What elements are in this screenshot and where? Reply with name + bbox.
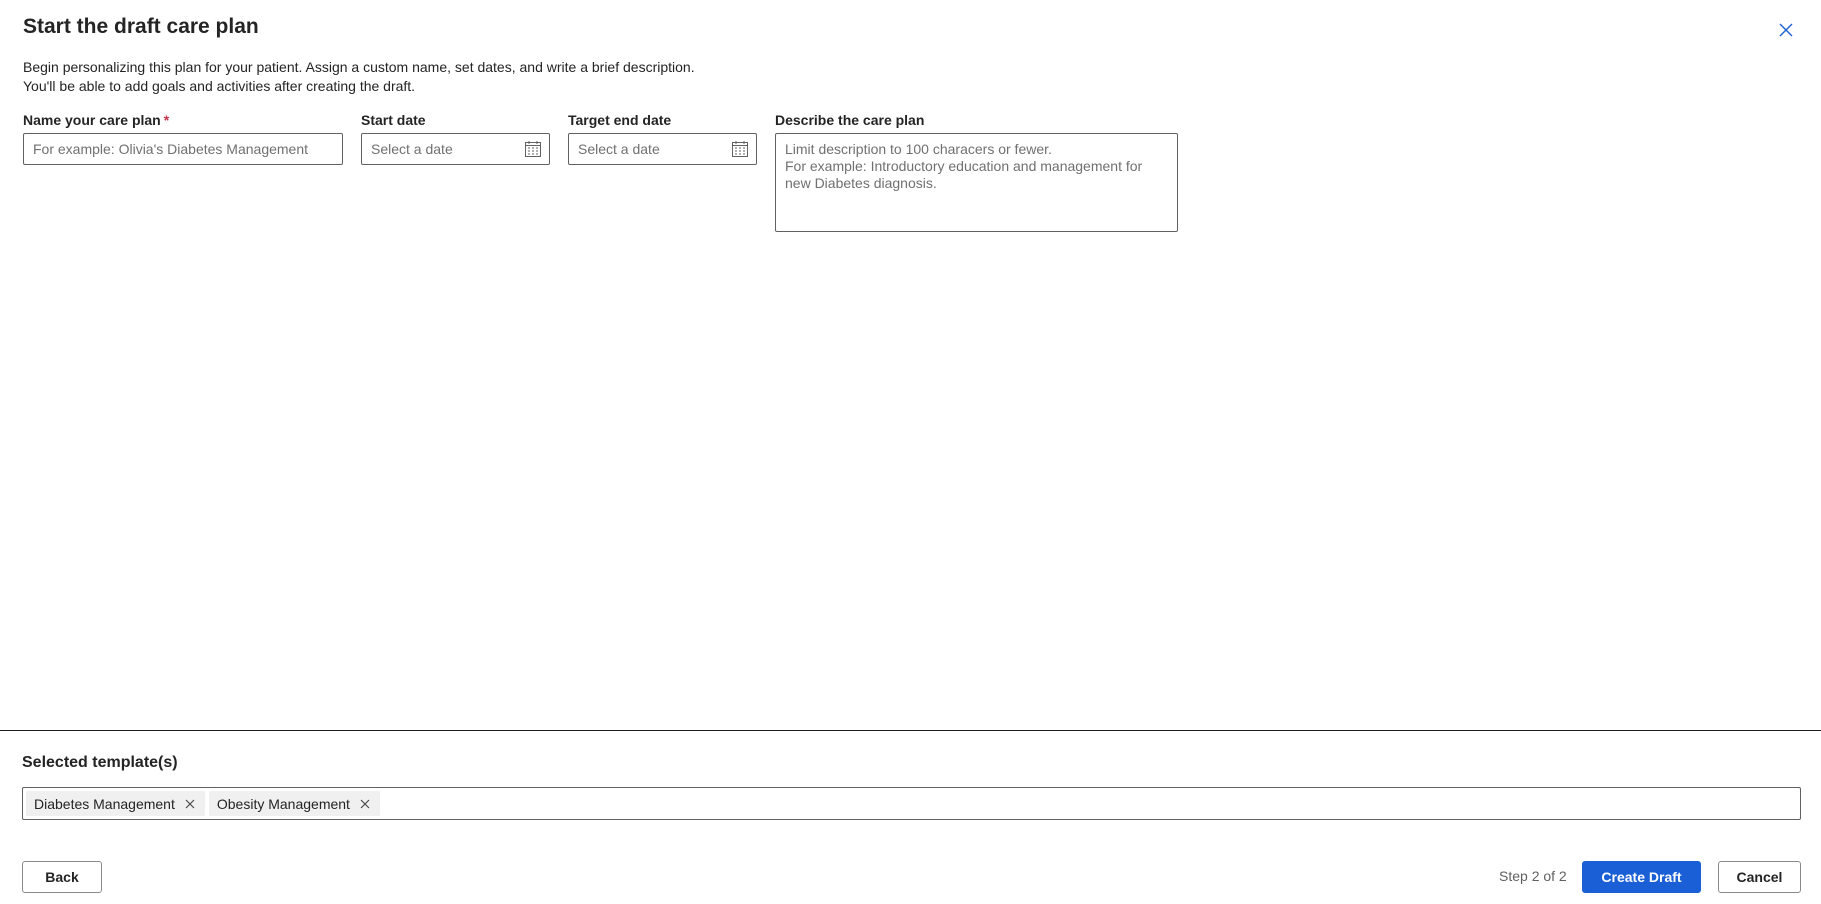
- name-field: [23, 111, 309, 157]
- start-date-placeholder: Select a date: [371, 141, 453, 157]
- back-button[interactable]: Back: [22, 861, 102, 893]
- calendar-icon[interactable]: [732, 141, 748, 157]
- start-date-picker[interactable]: [361, 133, 550, 165]
- description-placeholder-1: Limit description to 100 characers or fewer.: [785, 141, 1052, 157]
- description-field: [775, 111, 1143, 191]
- template-tag-obesity: [209, 791, 380, 816]
- close-icon: [185, 799, 195, 809]
- name-field-label: Name your care plan *: [23, 112, 170, 128]
- end-date-picker[interactable]: [568, 133, 757, 165]
- description-placeholder-3: new Diabetes diagnosis.: [785, 175, 937, 191]
- intro-line-2: You'll be able to add goals and activities after creating the draft.: [23, 78, 416, 94]
- step-indicator: Step 2 of 2: [1499, 868, 1567, 884]
- start-date-field: [361, 111, 453, 157]
- end-date-placeholder: Select a date: [578, 141, 660, 157]
- remove-obesity-template-button[interactable]: [350, 791, 380, 816]
- template-tag-diabetes: [26, 791, 205, 816]
- remove-diabetes-template-button[interactable]: [175, 791, 205, 816]
- description-textarea[interactable]: [775, 133, 1178, 232]
- care-plan-name-placeholder: For example: Olivia's Diabetes Management: [33, 141, 309, 157]
- close-button[interactable]: [1772, 16, 1800, 44]
- dialog-title: Start the draft care plan: [23, 15, 259, 38]
- create-draft-button[interactable]: Create Draft: [1582, 861, 1701, 893]
- calendar-icon[interactable]: [525, 141, 541, 157]
- cancel-button[interactable]: Cancel: [1718, 861, 1801, 893]
- care-plan-name-input[interactable]: [23, 133, 343, 165]
- selected-templates-box[interactable]: [22, 787, 1801, 820]
- description-placeholder-2: For example: Introductory education and management for: [785, 158, 1143, 174]
- template-tag-label: Diabetes Management: [34, 795, 175, 812]
- start-date-label: Start date: [361, 112, 426, 128]
- end-date-field: [568, 111, 672, 157]
- template-tag-label: Obesity Management: [216, 795, 350, 812]
- section-divider: [0, 730, 1821, 731]
- close-icon: [360, 799, 370, 809]
- close-icon: [1779, 23, 1793, 37]
- selected-templates-label: Selected template(s): [22, 754, 178, 771]
- end-date-label: Target end date: [568, 112, 672, 128]
- dialog-intro: [23, 58, 695, 96]
- required-marker: *: [163, 112, 170, 128]
- intro-line-1: Begin personalizing this plan for your patient. Assign a custom name, set dates, and write a brief description.: [23, 59, 695, 75]
- description-label: Describe the care plan: [775, 112, 925, 128]
